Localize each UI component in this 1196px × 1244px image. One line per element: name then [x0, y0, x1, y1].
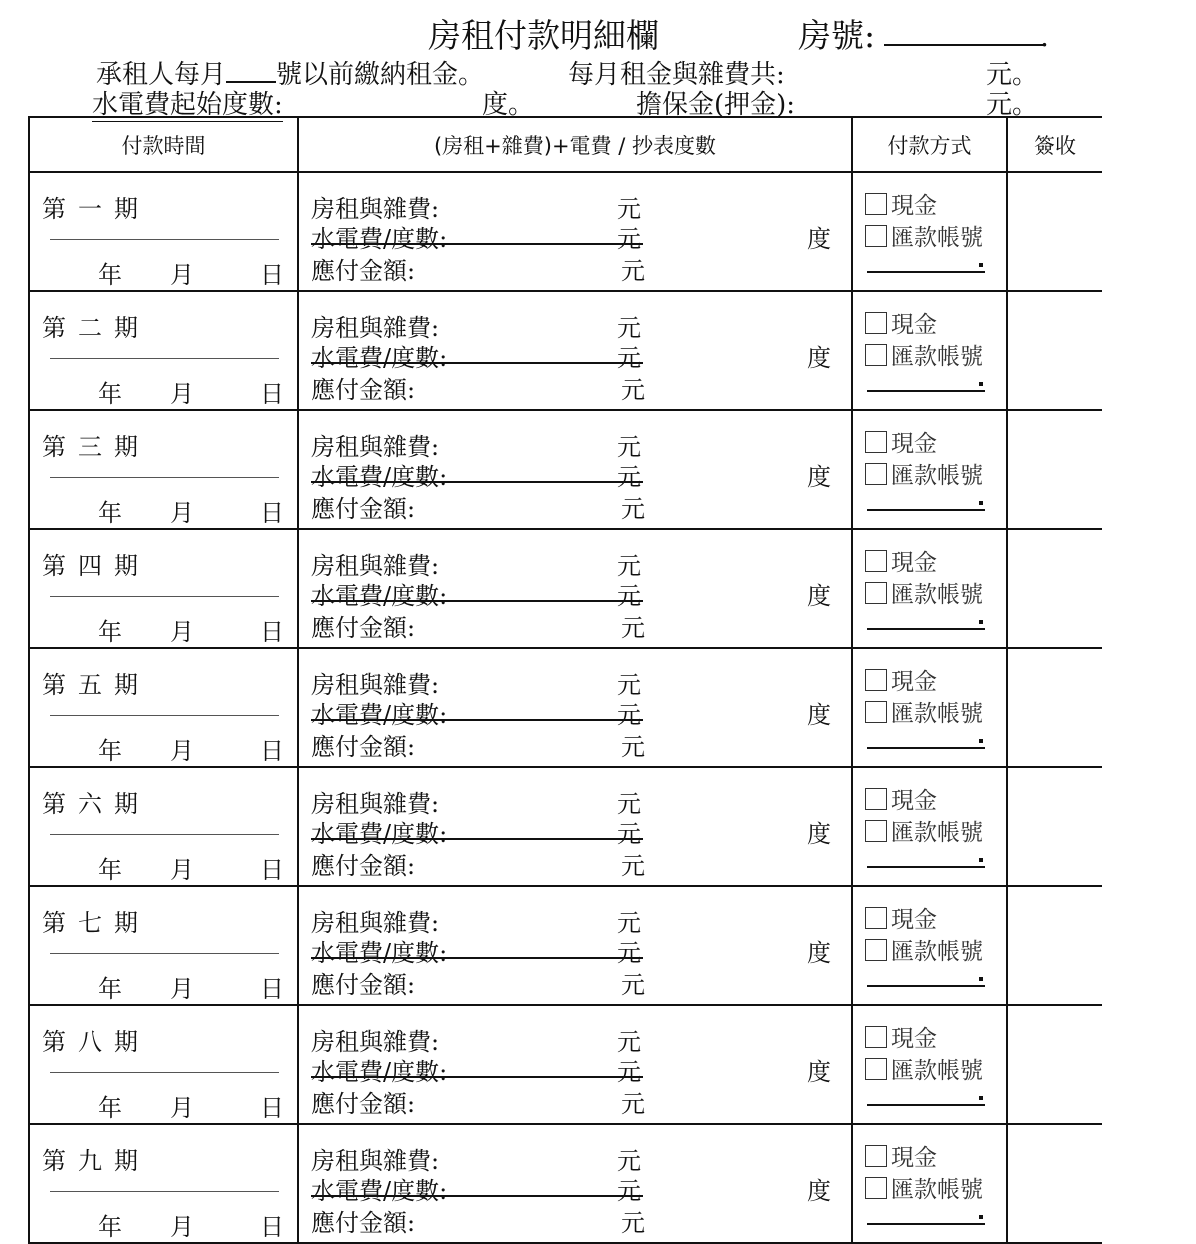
degree-unit: 度	[807, 701, 831, 729]
transfer-checkbox[interactable]	[865, 701, 887, 723]
date-entry-line[interactable]	[50, 596, 279, 597]
period-label: 第 五 期	[42, 671, 138, 699]
payment-method-cell	[852, 1005, 1007, 1124]
table-row	[29, 1005, 1102, 1124]
table-row	[29, 767, 1102, 886]
meter-unit: 元	[617, 225, 641, 253]
year-label: 年	[98, 499, 122, 527]
payment-day-suffix: 號以前繳納租金。	[276, 60, 485, 90]
transfer-checkbox[interactable]	[865, 582, 887, 604]
rent-label: 房租與雜費:	[311, 552, 440, 580]
payment-time-cell	[29, 767, 298, 886]
transfer-label: 匯款帳號	[891, 225, 983, 251]
meter-underline	[311, 1195, 643, 1197]
degree-unit: 度	[807, 1058, 831, 1086]
degree-unit: 度	[807, 820, 831, 848]
rent-unit: 元	[617, 552, 641, 580]
meter-underline	[311, 1076, 643, 1078]
account-number-field[interactable]	[867, 747, 985, 749]
cash-option[interactable]	[865, 306, 937, 339]
page-title: 房租付款明細欄	[428, 16, 659, 55]
transfer-option[interactable]	[865, 576, 983, 609]
meter-label: 水電費/度數:	[311, 225, 448, 253]
day-label: 日	[260, 1213, 284, 1241]
deposit-unit: 元。	[986, 90, 1039, 120]
signature-cell[interactable]	[1007, 648, 1102, 767]
meter-unit: 元	[617, 820, 641, 848]
account-number-field[interactable]	[867, 509, 985, 511]
transfer-label: 匯款帳號	[891, 820, 983, 846]
payment-day-field[interactable]	[226, 59, 276, 83]
transfer-label: 匯款帳號	[891, 1177, 983, 1203]
meter-underline	[311, 957, 643, 959]
meter-label: 水電費/度數:	[311, 701, 448, 729]
total-unit: 元	[621, 852, 645, 880]
rent-label: 房租與雜費:	[311, 433, 440, 461]
meter-underline	[311, 600, 643, 602]
cash-label: 現金	[891, 788, 937, 814]
cash-option[interactable]	[865, 901, 937, 934]
meter-underline	[311, 481, 643, 483]
room-number-end: .	[1040, 20, 1049, 53]
transfer-checkbox[interactable]	[865, 1177, 887, 1199]
amount-cell	[298, 529, 852, 648]
meter-unit: 元	[617, 939, 641, 967]
month-label: 月	[170, 618, 194, 646]
date-entry-line[interactable]	[50, 1072, 279, 1073]
rent-unit: 元	[617, 314, 641, 342]
amount-cell	[298, 410, 852, 529]
cash-checkbox[interactable]	[865, 312, 887, 334]
signature-cell[interactable]	[1007, 886, 1102, 1005]
account-line-dot	[979, 977, 983, 981]
table-row	[29, 886, 1102, 1005]
rent-unit: 元	[617, 671, 641, 699]
total-unit: 元	[621, 257, 645, 285]
meter-unit: 元	[617, 463, 641, 491]
year-label: 年	[98, 1094, 122, 1122]
rent-unit: 元	[617, 195, 641, 223]
start-meter-unit: 度。	[482, 90, 535, 120]
month-label: 月	[170, 380, 194, 408]
period-label: 第 八 期	[42, 1028, 138, 1056]
cash-label: 現金	[891, 550, 937, 576]
payment-time-cell	[29, 1005, 298, 1124]
account-number-field[interactable]	[867, 1223, 985, 1225]
degree-unit: 度	[807, 582, 831, 610]
cash-label: 現金	[891, 1026, 937, 1052]
total-unit: 元	[621, 971, 645, 999]
day-label: 日	[260, 261, 284, 289]
day-label: 日	[260, 1094, 284, 1122]
date-entry-line[interactable]	[50, 1191, 279, 1192]
transfer-option[interactable]	[865, 457, 983, 490]
account-line-dot	[979, 263, 983, 267]
amount-cell	[298, 1005, 852, 1124]
rent-unit: 元	[617, 433, 641, 461]
account-number-field[interactable]	[867, 985, 985, 987]
transfer-option[interactable]	[865, 219, 983, 252]
transfer-checkbox[interactable]	[865, 344, 887, 366]
month-label: 月	[170, 1094, 194, 1122]
table-row	[29, 291, 1102, 410]
room-number-field[interactable]	[884, 44, 1046, 46]
date-entry-line[interactable]	[50, 358, 279, 359]
month-label: 月	[170, 975, 194, 1003]
meter-label: 水電費/度數:	[311, 939, 448, 967]
cash-option[interactable]	[865, 663, 937, 696]
account-number-field[interactable]	[867, 271, 985, 273]
cash-checkbox[interactable]	[865, 1145, 887, 1167]
day-label: 日	[260, 380, 284, 408]
amount-cell	[298, 172, 852, 291]
degree-unit: 度	[807, 225, 831, 253]
amount-cell	[298, 648, 852, 767]
cash-label: 現金	[891, 312, 937, 338]
transfer-checkbox[interactable]	[865, 820, 887, 842]
cash-option[interactable]	[865, 1139, 937, 1172]
meter-unit: 元	[617, 1177, 641, 1205]
signature-cell[interactable]	[1007, 767, 1102, 886]
month-label: 月	[170, 856, 194, 884]
period-label: 第 三 期	[42, 433, 138, 461]
meter-unit: 元	[617, 344, 641, 372]
meter-unit: 元	[617, 1058, 641, 1086]
transfer-label: 匯款帳號	[891, 939, 983, 965]
signature-cell[interactable]	[1007, 529, 1102, 648]
payment-day-prefix: 承租人每月	[96, 60, 227, 90]
table-row	[29, 529, 1102, 648]
payment-method-cell	[852, 291, 1007, 410]
date-entry-line[interactable]	[50, 715, 279, 716]
payment-time-cell	[29, 648, 298, 767]
month-label: 月	[170, 261, 194, 289]
transfer-label: 匯款帳號	[891, 344, 983, 370]
cash-option[interactable]	[865, 1020, 937, 1053]
total-unit: 元	[621, 1090, 645, 1118]
cash-label: 現金	[891, 669, 937, 695]
cash-checkbox[interactable]	[865, 788, 887, 810]
meter-label: 水電費/度數:	[311, 344, 448, 372]
start-meter-label: 水電費起始度數:	[92, 84, 283, 122]
cash-label: 現金	[891, 1145, 937, 1171]
payment-method-cell	[852, 648, 1007, 767]
period-label: 第 六 期	[42, 790, 138, 818]
meter-label: 水電費/度數:	[311, 820, 448, 848]
day-label: 日	[260, 737, 284, 765]
day-label: 日	[260, 856, 284, 884]
amount-cell	[298, 767, 852, 886]
year-label: 年	[98, 380, 122, 408]
rent-unit: 元	[617, 1147, 641, 1175]
account-number-field[interactable]	[867, 390, 985, 392]
account-number-field[interactable]	[867, 866, 985, 868]
total-unit: 元	[621, 1209, 645, 1237]
total-unit: 元	[621, 376, 645, 404]
period-label: 第 九 期	[42, 1147, 138, 1175]
total-unit: 元	[621, 733, 645, 761]
signature-cell[interactable]	[1007, 410, 1102, 529]
transfer-option[interactable]	[865, 1052, 983, 1085]
degree-unit: 度	[807, 463, 831, 491]
payment-time-cell	[29, 886, 298, 1005]
rent-unit: 元	[617, 909, 641, 937]
total-label: 應付金額:	[311, 733, 416, 761]
col-header-signature: 簽收	[1007, 117, 1102, 172]
signature-cell[interactable]	[1007, 172, 1102, 291]
account-line-dot	[979, 739, 983, 743]
monthly-total-unit: 元。	[986, 60, 1039, 90]
account-line-dot	[979, 501, 983, 505]
meter-underline	[311, 243, 643, 245]
account-line-dot	[979, 382, 983, 386]
payment-method-cell	[852, 410, 1007, 529]
payment-method-cell	[852, 1124, 1007, 1243]
date-entry-line[interactable]	[50, 834, 279, 835]
meter-underline	[311, 838, 643, 840]
cash-option[interactable]	[865, 782, 937, 815]
transfer-label: 匯款帳號	[891, 1058, 983, 1084]
table-row	[29, 410, 1102, 529]
account-number-field[interactable]	[867, 628, 985, 630]
transfer-label: 匯款帳號	[891, 463, 983, 489]
account-line-dot	[979, 1215, 983, 1219]
signature-cell[interactable]	[1007, 1124, 1102, 1243]
month-label: 月	[170, 499, 194, 527]
month-label: 月	[170, 737, 194, 765]
degree-unit: 度	[807, 344, 831, 372]
signature-cell[interactable]	[1007, 291, 1102, 410]
rent-label: 房租與雜費:	[311, 790, 440, 818]
col-header-payment-method: 付款方式	[852, 117, 1007, 172]
year-label: 年	[98, 975, 122, 1003]
total-label: 應付金額:	[311, 1209, 416, 1237]
transfer-checkbox[interactable]	[865, 225, 887, 247]
cash-checkbox[interactable]	[865, 431, 887, 453]
account-number-field[interactable]	[867, 1104, 985, 1106]
payment-method-cell	[852, 172, 1007, 291]
account-line-dot	[979, 858, 983, 862]
cash-label: 現金	[891, 907, 937, 933]
transfer-label: 匯款帳號	[891, 701, 983, 727]
month-label: 月	[170, 1213, 194, 1241]
cash-label: 現金	[891, 431, 937, 457]
day-label: 日	[260, 499, 284, 527]
table-row	[29, 648, 1102, 767]
total-unit: 元	[621, 614, 645, 642]
cash-option[interactable]	[865, 544, 937, 577]
date-entry-line[interactable]	[50, 239, 279, 240]
period-label: 第 七 期	[42, 909, 138, 937]
payment-time-cell	[29, 291, 298, 410]
meter-unit: 元	[617, 582, 641, 610]
transfer-checkbox[interactable]	[865, 1058, 887, 1080]
total-label: 應付金額:	[311, 376, 416, 404]
payment-time-cell	[29, 529, 298, 648]
rent-unit: 元	[617, 1028, 641, 1056]
cash-option[interactable]	[865, 187, 937, 220]
monthly-total-label: 每月租金與雜費共:	[568, 60, 785, 90]
meter-label: 水電費/度數:	[311, 1058, 448, 1086]
payment-time-cell	[29, 172, 298, 291]
col-header-payment-time: 付款時間	[29, 117, 298, 172]
transfer-option[interactable]	[865, 933, 983, 966]
meter-label: 水電費/度數:	[311, 463, 448, 491]
period-label: 第 一 期	[42, 195, 138, 223]
total-unit: 元	[621, 495, 645, 523]
rent-label: 房租與雜費:	[311, 1028, 440, 1056]
total-label: 應付金額:	[311, 1090, 416, 1118]
total-label: 應付金額:	[311, 495, 416, 523]
period-label: 第 四 期	[42, 552, 138, 580]
rent-label: 房租與雜費:	[311, 671, 440, 699]
payment-time-cell	[29, 1124, 298, 1243]
payment-method-cell	[852, 767, 1007, 886]
date-entry-line[interactable]	[50, 953, 279, 954]
transfer-option[interactable]	[865, 1171, 983, 1204]
date-entry-line[interactable]	[50, 477, 279, 478]
table-row	[29, 172, 1102, 291]
degree-unit: 度	[807, 939, 831, 967]
degree-unit: 度	[807, 1177, 831, 1205]
col-header-amount: (房租+雜費)+電費 / 抄表度數	[298, 117, 852, 172]
day-label: 日	[260, 618, 284, 646]
deposit-label: 擔保金(押金):	[636, 90, 796, 120]
transfer-checkbox[interactable]	[865, 463, 887, 485]
cash-checkbox[interactable]	[865, 669, 887, 691]
transfer-label: 匯款帳號	[891, 582, 983, 608]
meter-underline	[311, 362, 643, 364]
table-header-row	[29, 117, 1102, 172]
room-number-label: 房號:	[798, 16, 876, 55]
total-label: 應付金額:	[311, 614, 416, 642]
year-label: 年	[98, 737, 122, 765]
total-label: 應付金額:	[311, 971, 416, 999]
cash-option[interactable]	[865, 425, 937, 458]
cash-label: 現金	[891, 193, 937, 219]
transfer-option[interactable]	[865, 338, 983, 371]
period-label: 第 二 期	[42, 314, 138, 342]
rent-unit: 元	[617, 790, 641, 818]
cash-checkbox[interactable]	[865, 550, 887, 572]
total-label: 應付金額:	[311, 852, 416, 880]
meter-label: 水電費/度數:	[311, 1177, 448, 1205]
rent-label: 房租與雜費:	[311, 909, 440, 937]
amount-cell	[298, 886, 852, 1005]
amount-cell	[298, 291, 852, 410]
cash-checkbox[interactable]	[865, 1026, 887, 1048]
payment-time-cell	[29, 410, 298, 529]
year-label: 年	[98, 261, 122, 289]
year-label: 年	[98, 856, 122, 884]
rent-label: 房租與雜費:	[311, 195, 440, 223]
account-line-dot	[979, 1096, 983, 1100]
cash-checkbox[interactable]	[865, 193, 887, 215]
year-label: 年	[98, 618, 122, 646]
meter-label: 水電費/度數:	[311, 582, 448, 610]
payment-method-cell	[852, 886, 1007, 1005]
day-label: 日	[260, 975, 284, 1003]
table-row	[29, 1124, 1102, 1243]
signature-cell[interactable]	[1007, 1005, 1102, 1124]
year-label: 年	[98, 1213, 122, 1241]
payment-method-cell	[852, 529, 1007, 648]
transfer-option[interactable]	[865, 814, 983, 847]
account-line-dot	[979, 620, 983, 624]
transfer-option[interactable]	[865, 695, 983, 728]
transfer-checkbox[interactable]	[865, 939, 887, 961]
rent-label: 房租與雜費:	[311, 314, 440, 342]
amount-cell	[298, 1124, 852, 1243]
rent-label: 房租與雜費:	[311, 1147, 440, 1175]
meter-unit: 元	[617, 701, 641, 729]
payment-table	[28, 116, 1102, 1244]
total-label: 應付金額:	[311, 257, 416, 285]
cash-checkbox[interactable]	[865, 907, 887, 929]
meter-underline	[311, 719, 643, 721]
